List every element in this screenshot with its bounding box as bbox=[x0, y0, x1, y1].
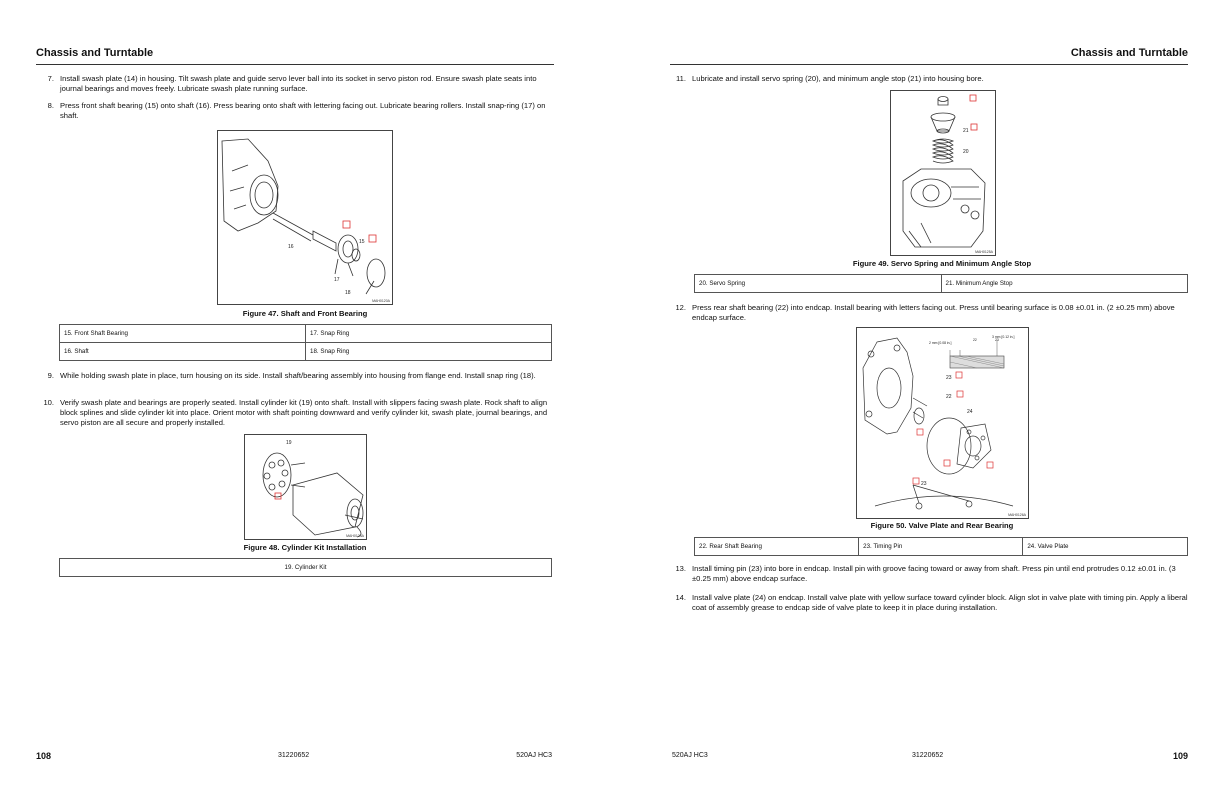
callout-21: 21 bbox=[963, 128, 969, 134]
callout-15: 15 bbox=[359, 239, 365, 245]
figure-48-parts-table bbox=[59, 558, 552, 577]
step-10 bbox=[40, 398, 552, 430]
table-row bbox=[60, 559, 552, 577]
callout-16: 16 bbox=[288, 244, 294, 250]
table-cell: 23. Timing Pin bbox=[859, 538, 1023, 556]
figure-50-image bbox=[856, 327, 1029, 519]
table-cell: 22. Rear Shaft Bearing bbox=[695, 538, 859, 556]
figure-code: MAH0120A bbox=[372, 299, 390, 303]
step-number: 12. bbox=[675, 303, 686, 312]
dimension-2mm: 2 mm [0.08 in.] bbox=[929, 341, 952, 345]
page-number: 109 bbox=[1172, 751, 1188, 761]
figure-49-image bbox=[890, 90, 996, 256]
step-number: 14. bbox=[675, 593, 686, 602]
step-14 bbox=[672, 593, 1188, 615]
callout-19: 19 bbox=[286, 440, 292, 446]
figure-47-image bbox=[217, 130, 393, 305]
step-text: Lubricate and install servo spring (20), and minimum angle stop (21) into housing bore. bbox=[692, 74, 984, 83]
step-13 bbox=[672, 564, 1188, 586]
step-text: Install timing pin (23) into bore in endcap. Install pin with groove facing toward or away from shaft. Press pin until end protrudes 0.12 ±0.01 in. (3 ±0.25 mm) above endcap surface. bbox=[692, 564, 1176, 583]
figure-47-caption: Figure 47. Shaft and Front Bearing bbox=[242, 309, 368, 318]
callout-22-top: 22 bbox=[973, 338, 977, 342]
step-text: Install swash plate (14) in housing. Tilt swash plate and guide servo lever ball into its socket in servo piston rod. Ensure swash plate seats into journal bearings and moves freely. Lubricate swash plate running surface. bbox=[60, 74, 537, 93]
step-number: 7. bbox=[47, 74, 54, 83]
table-cell: 17. Snap Ring bbox=[306, 325, 552, 343]
step-8 bbox=[40, 101, 552, 123]
step-number: 11. bbox=[676, 74, 686, 83]
step-number: 10. bbox=[43, 398, 54, 407]
step-text: While holding swash plate in place, turn housing on its side. Install shaft/bearing assembly into housing from flange end. Install snap ring (18). bbox=[60, 371, 536, 380]
figure-code: MAH0124A bbox=[346, 534, 364, 538]
step-number: 9. bbox=[47, 371, 54, 380]
cylinder-kit-illustration bbox=[245, 435, 367, 540]
document-number: 31220652 bbox=[912, 752, 944, 759]
table-cell: 24. Valve Plate bbox=[1023, 538, 1188, 556]
table-row bbox=[695, 275, 1188, 293]
right-page bbox=[612, 0, 1224, 792]
step-text: Press rear shaft bearing (22) into endcap. Install bearing with letters facing out. Press until bearing surface is 0.08 ±0.01 in. (2 ±0.25 mm) above endcap surface. bbox=[692, 303, 1175, 322]
callout-23: 23 bbox=[946, 375, 952, 381]
step-number: 13. bbox=[675, 564, 686, 573]
step-number: 8. bbox=[47, 101, 54, 110]
figure-47-parts-table bbox=[59, 324, 552, 361]
table-row bbox=[695, 538, 1188, 556]
table-cell: 16. Shaft bbox=[60, 343, 306, 361]
step-11 bbox=[672, 74, 1188, 86]
figure-50-parts-table bbox=[694, 537, 1188, 556]
callout-22: 22 bbox=[946, 394, 952, 400]
figure-49-parts-table bbox=[694, 274, 1188, 293]
callout-24: 24 bbox=[967, 409, 973, 415]
page-number: 108 bbox=[36, 751, 52, 761]
header-divider bbox=[36, 64, 554, 65]
shaft-bearing-illustration bbox=[218, 131, 393, 305]
step-text: Press front shaft bearing (15) onto shaft (16). Press bearing onto shaft with lettering facing out. Lubricate bearing rollers. Install snap-ring (17) on shaft. bbox=[60, 101, 546, 120]
model-name: 520AJ HC3 bbox=[516, 752, 552, 759]
step-9 bbox=[40, 371, 552, 393]
figure-48-image bbox=[244, 434, 367, 540]
callout-17: 17 bbox=[334, 277, 340, 283]
figure-49-caption: Figure 49. Servo Spring and Minimum Angle Stop bbox=[852, 259, 1032, 268]
model-name: 520AJ HC3 bbox=[672, 752, 708, 759]
table-row bbox=[60, 325, 552, 343]
table-cell: 20. Servo Spring bbox=[695, 275, 942, 293]
table-cell: 15. Front Shaft Bearing bbox=[60, 325, 306, 343]
figure-50-caption: Figure 50. Valve Plate and Rear Bearing bbox=[870, 521, 1014, 530]
figure-code: MAH0126A bbox=[1008, 513, 1026, 517]
servo-spring-illustration bbox=[891, 91, 996, 256]
callout-20: 20 bbox=[963, 149, 969, 155]
valve-plate-illustration bbox=[857, 328, 1029, 519]
page-header-title: Chassis and Turntable bbox=[1070, 47, 1188, 59]
page-header-title: Chassis and Turntable bbox=[36, 47, 154, 59]
step-7 bbox=[40, 74, 552, 96]
callout-23-bottom: 23 bbox=[921, 481, 927, 487]
table-cell: 19. Cylinder Kit bbox=[60, 559, 552, 577]
step-12 bbox=[672, 303, 1188, 325]
table-row bbox=[60, 343, 552, 361]
table-cell: 21. Minimum Angle Stop bbox=[941, 275, 1188, 293]
step-text: Verify swash plate and bearings are properly seated. Install cylinder kit (19) onto shaft. Install with slippers facing swash plate. Rock shaft to align block splines and slide cylinder kit into place. Orient motor with shaft pointing downward and verify cylinder kit, swash plate, journal bearings, and servo piston are all secure and properly installed. bbox=[60, 398, 548, 427]
figure-code: MAH0125A bbox=[975, 250, 993, 254]
callout-18: 18 bbox=[345, 290, 351, 296]
document-number: 31220652 bbox=[278, 752, 310, 759]
figure-48-caption: Figure 48. Cylinder Kit Installation bbox=[243, 543, 367, 552]
header-divider bbox=[670, 64, 1188, 65]
step-text: Install valve plate (24) on endcap. Install valve plate with yellow surface toward cylinder block. Align slot in valve plate with timing pin. Apply a liberal coat of assembly grease to endcap side of valve plate to keep it in place during installation. bbox=[692, 593, 1188, 612]
callout-23-top: 23 bbox=[995, 338, 999, 342]
dimension-3mm: 3 mm [0.12 in.] bbox=[992, 335, 1015, 339]
table-cell: 18. Snap Ring bbox=[306, 343, 552, 361]
